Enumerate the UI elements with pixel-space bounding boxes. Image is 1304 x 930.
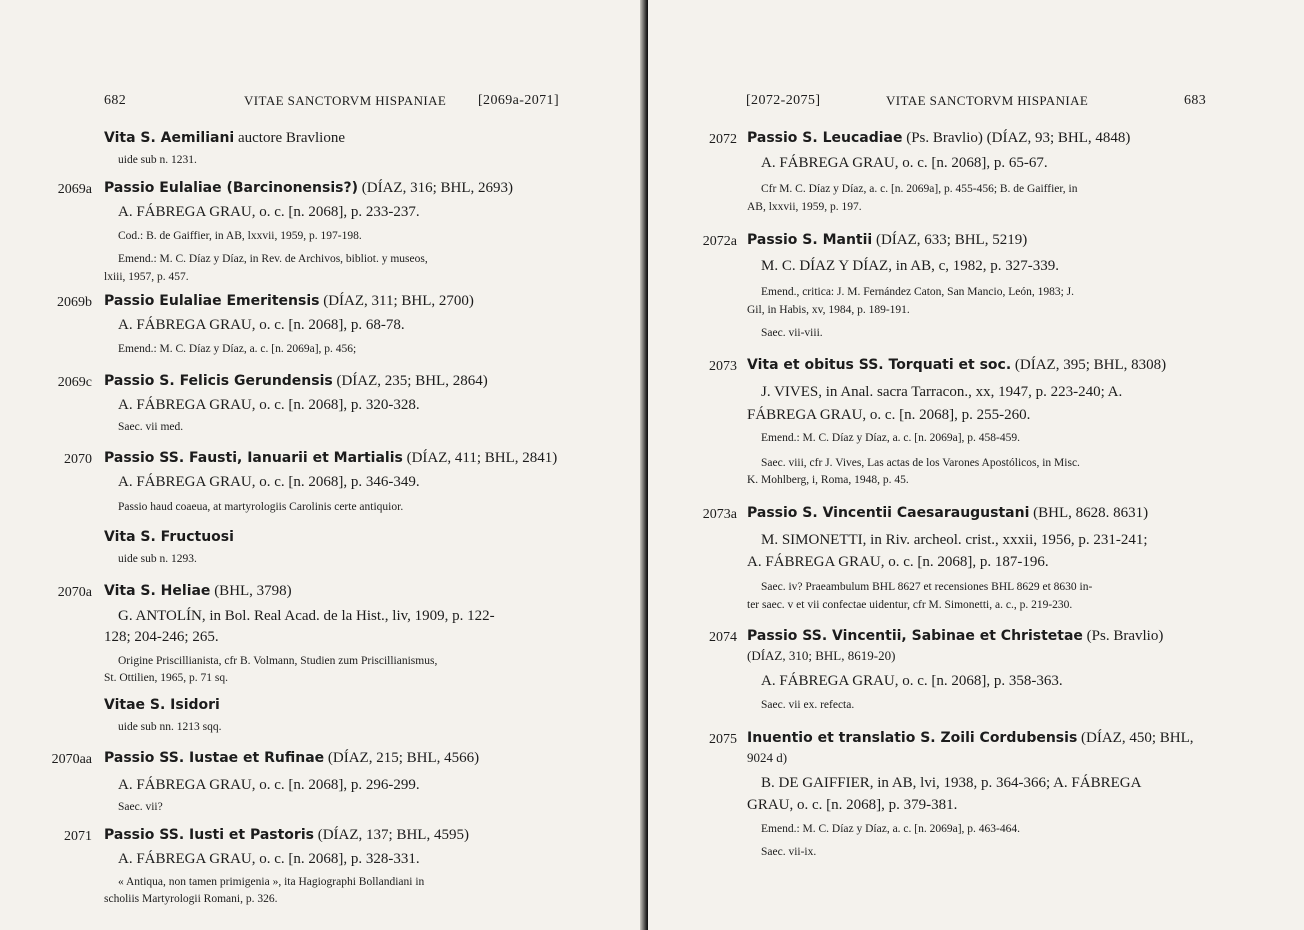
right-page [648,0,1304,930]
entry-line: AB, lxxvii, 1959, p. 197. [747,201,862,213]
entry-line: Emend.: M. C. Díaz y Díaz, a. c. [n. 2069a], p. 463-464. [761,823,1021,835]
entry-number: 2070aa [51,752,92,767]
entry-line: Gil, in Habis, xv, 1984, p. 189-191. [747,304,910,316]
entry-line: lxiii, 1957, p. 457. [104,271,189,283]
entry-line: 9024 d) [747,750,788,765]
entry-line: A. FÁBREGA GRAU, o. c. [n. 2068], p. 320-328. [118,397,420,413]
entry-number: 2069a [57,182,92,197]
entry-number: 2072a [702,234,737,249]
entry-line: G. ANTOLÍN, in Bol. Real Acad. de la Hist., liv, 1909, p. 122- [118,608,495,624]
entry-line: A. FÁBREGA GRAU, o. c. [n. 2068], p. 233-237. [118,204,420,220]
entry-line: (DÍAZ, 310; BHL, 8619-20) [747,648,896,663]
entry-line: A. FÁBREGA GRAU, o. c. [n. 2068], p. 328-331. [118,851,420,867]
entry-line: A. FÁBREGA GRAU, o. c. [n. 2068], p. 358-363. [761,673,1063,689]
entry-line: Saec. vii-viii. [761,327,823,339]
left-page [0,0,648,930]
entry-line: uide sub n. 1293. [118,553,197,565]
entry-line: Passio haud coaeua, at martyrologiis Carolinis certe antiquior. [118,501,404,513]
entry-line: A. FÁBREGA GRAU, o. c. [n. 2068], p. 187-196. [747,554,1049,570]
entry-title: Passio Eulaliae Emeritensis (DÍAZ, 311; BHL, 2700) [104,293,474,309]
entry-title: Vita et obitus SS. Torquati et soc. (DÍAZ, 395; BHL, 8308) [747,357,1167,373]
entry-line: 128; 204-246; 265. [104,629,219,645]
entry-number: 2071 [64,829,92,844]
entry-line: St. Ottilien, 1965, p. 71 sq. [104,672,228,684]
entry-line: Saec. vii med. [118,421,184,433]
entry-title: Passio Eulaliae (Barcinonensis?) (DÍAZ, 316; BHL, 2693) [104,180,513,196]
running-title: VITAE SANCTORVM HISPANIAE [244,93,447,108]
entry-line: Emend., critica: J. M. Fernández Caton, San Mancio, León, 1983; J. [761,286,1074,298]
entry-line: GRAU, o. c. [n. 2068], p. 379-381. [747,797,958,813]
entry-number: 2069b [57,295,92,310]
entry-title: Passio S. Mantii (DÍAZ, 633; BHL, 5219) [747,232,1028,248]
entry-line: M. C. DÍAZ Y DÍAZ, in AB, c, 1982, p. 327-339. [761,258,1060,274]
entry-line: A. FÁBREGA GRAU, o. c. [n. 2068], p. 68-78. [118,317,405,333]
entry-line: ter saec. v et vii confectae uidentur, cfr M. Simonetti, a. c., p. 219-230. [747,599,1073,611]
entry-line: J. VIVES, in Anal. sacra Tarracon., xx, 1947, p. 223-240; A. [761,384,1123,400]
entry-title: Vita S. Heliae (BHL, 3798) [104,583,292,599]
entry-title: Passio SS. Iustae et Rufinae (DÍAZ, 215; BHL, 4566) [104,750,480,766]
entry-line: FÁBREGA GRAU, o. c. [n. 2068], p. 255-260. [747,407,1031,423]
entry-line: Saec. vii? [118,801,163,813]
entry-line: Saec. iv? Praeambulum BHL 8627 et recensiones BHL 8629 et 8630 in- [761,581,1093,593]
page-range: [2072-2075] [746,93,821,108]
entry-line: Emend.: M. C. Díaz y Díaz, a. c. [n. 2069a], p. 456; [118,343,357,355]
entry-title: Passio SS. Iusti et Pastoris (DÍAZ, 137; BHL, 4595) [104,827,469,843]
entry-title: Vita S. Fructuosi [104,529,234,545]
entry-line: A. FÁBREGA GRAU, o. c. [n. 2068], p. 296-299. [118,777,420,793]
entry-title: Passio SS. Vincentii, Sabinae et Christetae (Ps. Bravlio) [747,628,1164,644]
entry-number: 2074 [709,630,737,645]
entry-line: Cod.: B. de Gaiffier, in AB, lxxvii, 1959, p. 197-198. [118,230,362,242]
entry-number: 2075 [709,732,737,747]
entry-line: scholiis Martyrologii Romani, p. 326. [104,893,278,905]
entry-title: Vita S. Aemiliani auctore Bravlione [104,130,346,146]
entry-line: K. Mohlberg, i, Roma, 1948, p. 45. [747,474,909,486]
entry-line: Cfr M. C. Díaz y Díaz, a. c. [n. 2069a], p. 455-456; B. de Gaiffier, in [761,183,1078,195]
entry-line: Emend.: M. C. Díaz y Díaz, in Rev. de Archivos, bibliot. y museos, [118,253,428,265]
entry-line: « Antiqua, non tamen primigenia », ita Hagiographi Bollandiani in [118,876,425,888]
running-title: VITAE SANCTORVM HISPANIAE [886,93,1089,108]
entry-number: 2073 [709,359,737,374]
entry-number: 2069c [57,375,92,390]
entry-line: Saec. vii ex. refecta. [761,699,855,711]
entry-line: Saec. viii, cfr J. Vives, Las actas de los Varones Apostólicos, in Misc. [761,457,1080,469]
entry-line: A. FÁBREGA GRAU, o. c. [n. 2068], p. 346-349. [118,474,420,490]
entry-line: uide sub nn. 1213 sqq. [118,721,222,733]
entry-number: 2070 [64,452,92,467]
entry-line: Origine Priscillianista, cfr B. Volmann, Studien zum Priscillianismus, [118,655,438,667]
entry-number: 2073a [702,507,737,522]
entry-line: A. FÁBREGA GRAU, o. c. [n. 2068], p. 65-67. [761,155,1048,171]
page-range: [2069a-2071] [478,93,560,108]
entry-line: B. DE GAIFFIER, in AB, lvi, 1938, p. 364-366; A. FÁBREGA [761,775,1142,791]
page-number: 683 [1184,93,1207,108]
entry-line: Emend.: M. C. Díaz y Díaz, a. c. [n. 2069a], p. 458-459. [761,432,1021,444]
entry-line: uide sub n. 1231. [118,154,197,166]
entry-title: Passio SS. Fausti, Ianuarii et Martialis (DÍAZ, 411; BHL, 2841) [104,450,558,466]
entry-title: Vitae S. Isidori [104,697,220,713]
page-number: 682 [104,93,127,108]
entry-title: Passio S. Felicis Gerundensis (DÍAZ, 235; BHL, 2864) [104,373,488,389]
entry-title: Inuentio et translatio S. Zoili Cordubensis (DÍAZ, 450; BHL, [747,730,1194,746]
entry-number: 2072 [709,132,737,147]
entry-line: M. SIMONETTI, in Riv. archeol. crist., xxxii, 1956, p. 231-241; [761,532,1148,548]
entry-line: Saec. vii-ix. [761,846,817,858]
entry-number: 2070a [57,585,92,600]
entry-title: Passio S. Vincentii Caesaraugustani (BHL, 8628. 8631) [747,505,1149,521]
entry-title: Passio S. Leucadiae (Ps. Bravlio) (DÍAZ, 93; BHL, 4848) [747,130,1131,146]
